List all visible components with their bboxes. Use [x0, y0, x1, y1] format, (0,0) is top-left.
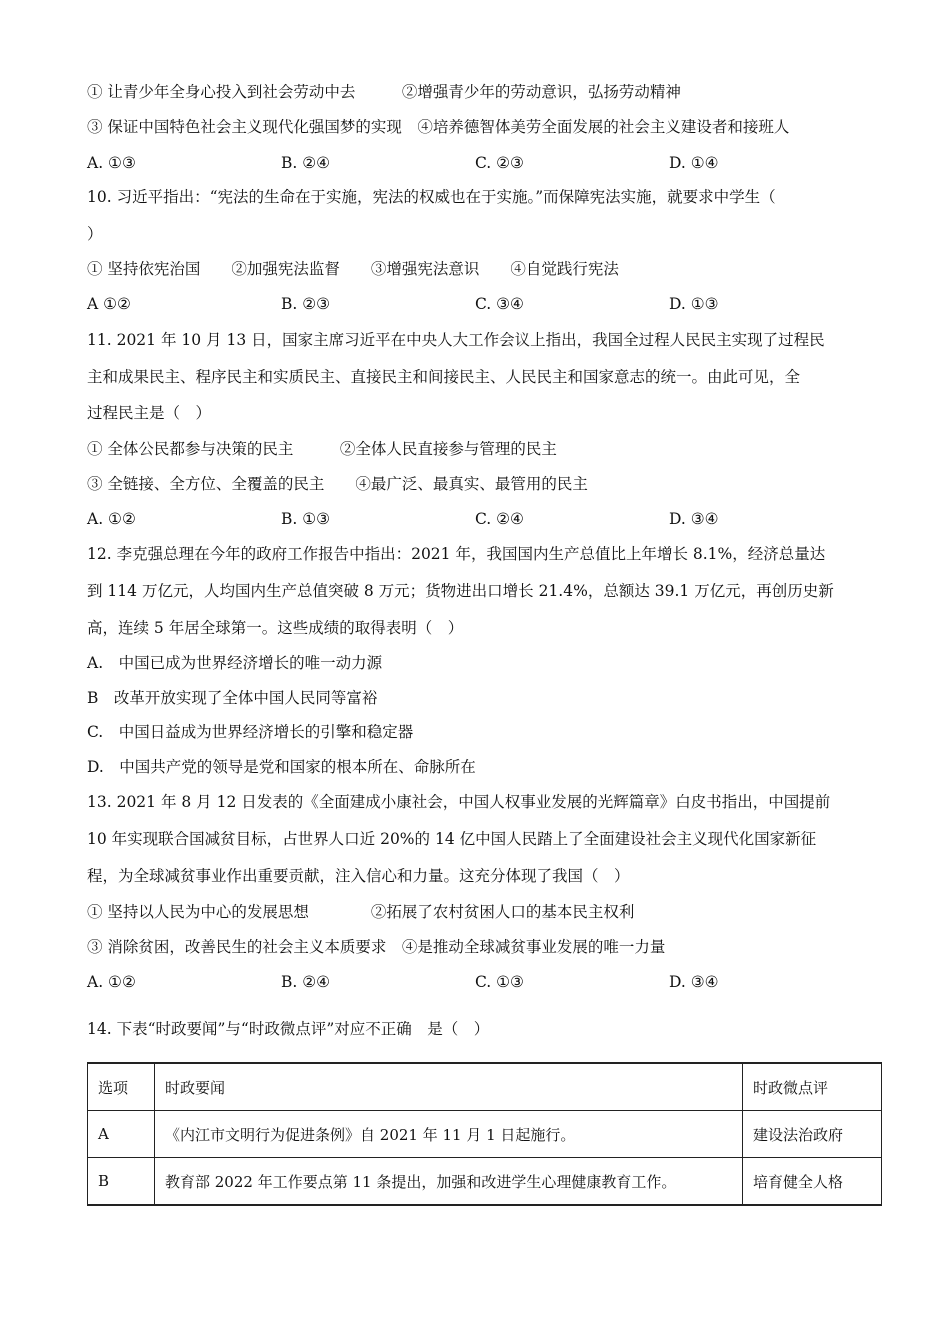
table-header-row — [88, 1063, 882, 1111]
q12-stem-line-2: 到 114 万亿元，人均国内生产总值突破 8 万元；货物进出口增长 21.4%，总额达 39.1 万亿元，再创历史新 — [87, 582, 834, 600]
q13-option-b: B. ②④ — [281, 973, 331, 991]
q13-stem-line-1: 13. 2021 年 8 月 12 日发表的《全面建成小康社会，中国人权事业发展的光辉篇章》白皮书指出，中国提前 — [87, 793, 831, 811]
q9-items-line-2: ③ 保证中国特色社会主义现代化强国梦的实现 ④培养德智体美劳全面发展的社会主义建设者和接班人 — [87, 118, 790, 136]
q12-option-b: B 改革开放实现了全体中国人民同等富裕 — [87, 689, 378, 707]
q11-items-line-2: ③ 全链接、全方位、全覆盖的民主 ④最广泛、最真实、最管用的民主 — [87, 475, 588, 493]
q11-option-b: B. ①③ — [281, 510, 331, 528]
q13-stem-line-3: 程，为全球减贫事业作出重要贡献，注入信心和力量。这充分体现了我国（ ） — [87, 867, 630, 885]
table-header-cell: 时政要闻 — [155, 1063, 743, 1111]
q12-stem-line-3: 高，连续 5 年居全球第一。这些成绩的取得表明（ ） — [87, 619, 464, 637]
q10-stem-line-2: ） — [87, 225, 103, 243]
q10-option-a: A ①② — [87, 295, 131, 313]
q9-option-b: B. ②④ — [281, 154, 331, 172]
table-header-cell: 时政微点评 — [743, 1063, 882, 1111]
q13-option-d: D. ③④ — [669, 973, 719, 991]
q11-option-a: A. ①② — [87, 510, 136, 528]
q13-option-c: C. ①③ — [475, 973, 524, 991]
table-cell: B — [88, 1158, 155, 1206]
table-cell: 《内江市文明行为促进条例》自 2021 年 11 月 1 日起施行。 — [155, 1111, 743, 1158]
q10-option-d: D. ①③ — [669, 295, 719, 313]
q10-option-c: C. ③④ — [475, 295, 524, 313]
q9-option-a: A. ①③ — [87, 154, 136, 172]
q13-stem-line-2: 10 年实现联合国减贫目标，占世界人口近 20%的 14 亿中国人民踏上了全面建设社会主义现代化国家新征 — [87, 830, 817, 848]
q12-option-d: D. 中国共产党的领导是党和国家的根本所在、命脉所在 — [87, 758, 476, 776]
q12-stem-line-1: 12. 李克强总理在今年的政府工作报告中指出：2021 年，我国国内生产总值比上年增长 8.1%，经济总量达 — [87, 545, 826, 563]
q9-option-c: C. ②③ — [475, 154, 524, 172]
table-cell: A — [88, 1111, 155, 1158]
table-cell: 教育部 2022 年工作要点第 11 条提出，加强和改进学生心理健康教育工作。 — [155, 1158, 743, 1206]
q9-items-line-1: ① 让青少年全身心投入到社会劳动中去 ②增强青少年的劳动意识，弘扬劳动精神 — [87, 83, 681, 101]
q10-stem-line-1: 10. 习近平指出：“宪法的生命在于实施，宪法的权威也在于实施。”而保障宪法实施，就要求中学生（ — [87, 188, 776, 206]
q11-stem-line-1: 11. 2021 年 10 月 13 日，国家主席习近平在中央人大工作会议上指出，我国全过程人民民主实现了过程民 — [87, 331, 825, 349]
q11-option-d: D. ③④ — [669, 510, 719, 528]
q11-items-line-1: ① 全体公民都参与决策的民主 ②全体人民直接参与管理的民主 — [87, 440, 557, 458]
q10-items-line-1: ① 坚持依宪治国 ②加强宪法监督 ③增强宪法意识 ④自觉践行宪法 — [87, 260, 619, 278]
q11-stem-line-2: 主和成果民主、程序民主和实质民主、直接民主和间接民主、人民民主和国家意志的统一。由此可见，全 — [87, 368, 801, 386]
q13-items-line-2: ③ 消除贫困，改善民生的社会主义本质要求 ④是推动全球减贫事业发展的唯一力量 — [87, 938, 666, 956]
q13-items-line-1: ① 坚持以人民为中心的发展思想 ②拓展了农村贫困人口的基本民主权利 — [87, 903, 635, 921]
table-header-cell: 选项 — [88, 1063, 155, 1111]
table-row — [88, 1158, 882, 1206]
q12-option-c: C. 中国日益成为世界经济增长的引擎和稳定器 — [87, 723, 414, 741]
table-row — [88, 1111, 882, 1158]
q11-option-c: C. ②④ — [475, 510, 524, 528]
q14-stem-line-1: 14. 下表“时政要闻”与“时政微点评”对应不正确 是（ ） — [87, 1020, 490, 1038]
q10-option-b: B. ②③ — [281, 295, 331, 313]
q13-option-a: A. ①② — [87, 973, 136, 991]
q9-option-d: D. ①④ — [669, 154, 719, 172]
table-cell: 培育健全人格 — [743, 1158, 882, 1206]
q12-option-a: A. 中国已成为世界经济增长的唯一动力源 — [87, 654, 383, 672]
q11-stem-line-3: 过程民主是（ ） — [87, 404, 212, 422]
news-comment-table — [87, 1062, 882, 1206]
table-cell: 建设法治政府 — [743, 1111, 882, 1158]
